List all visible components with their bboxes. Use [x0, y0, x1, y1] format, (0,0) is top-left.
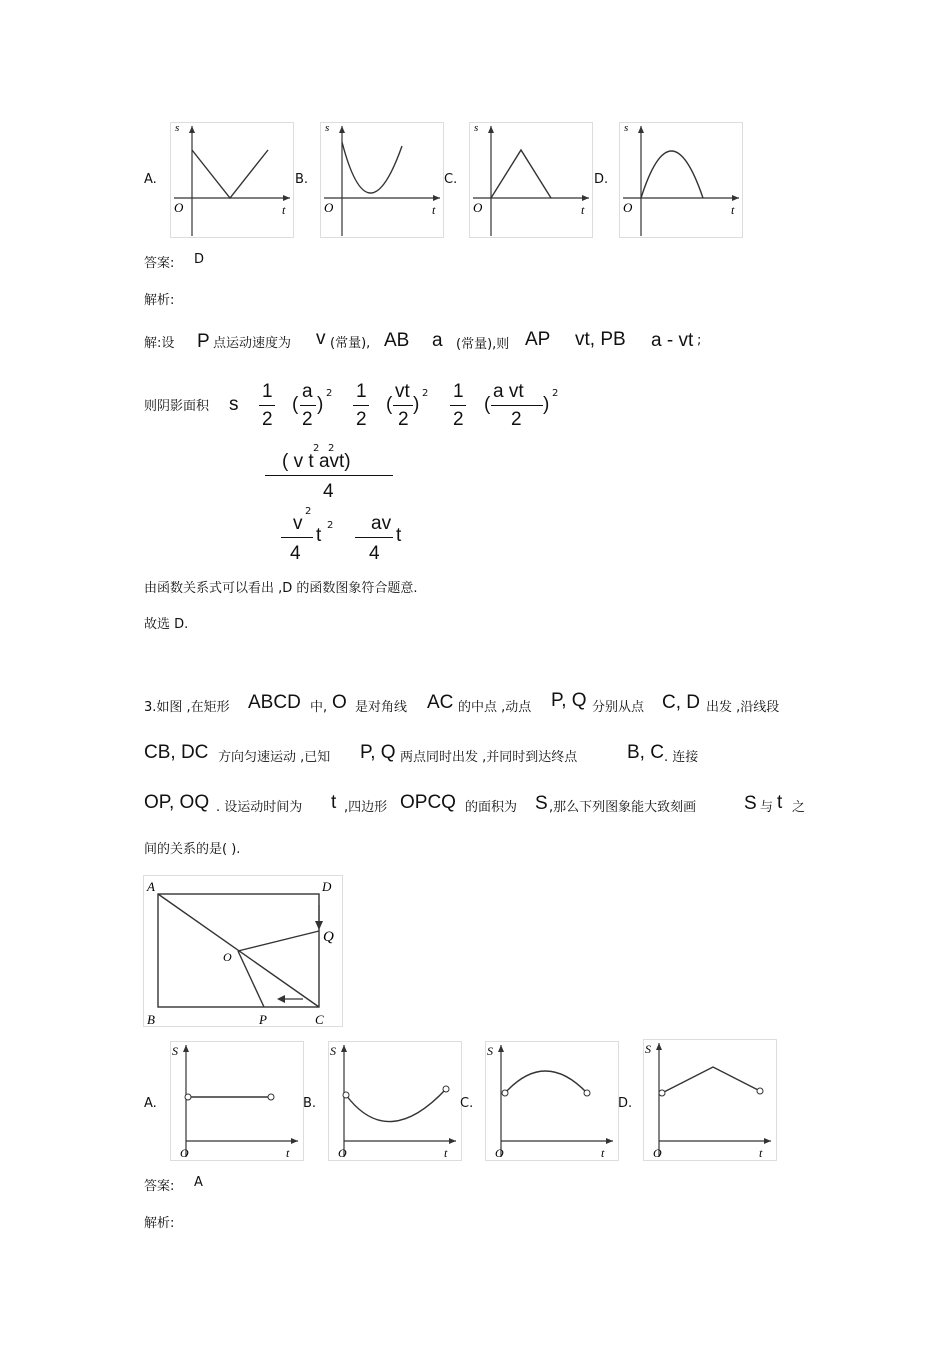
x-axis-label: t	[282, 203, 286, 217]
svg-text:s: s	[325, 122, 330, 134]
q3-graph-c	[485, 1041, 619, 1161]
q2-graph-b	[320, 122, 444, 238]
q2-analysis-label: 解析:	[144, 293, 175, 308]
svg-text:s: s	[474, 122, 479, 134]
vertex-d-label: D	[322, 879, 332, 894]
q2-option-c-letter: C.	[444, 172, 458, 187]
q2-answer-value: D	[194, 252, 205, 267]
origin-label: O	[174, 200, 184, 215]
q2-option-a-letter: A.	[144, 172, 157, 187]
svg-text:S: S	[330, 1044, 336, 1058]
svg-text:O: O	[653, 1146, 662, 1160]
point-q-label: Q	[323, 929, 334, 945]
svg-text:t: t	[759, 1146, 763, 1160]
svg-text:t: t	[432, 203, 436, 217]
svg-text:t: t	[286, 1146, 290, 1160]
q2-graph-c	[469, 122, 593, 238]
q2-choose: 故选 D.	[144, 617, 189, 632]
q2-conclusion: 由函数关系式可以看出 ,D 的函数图象符合题意.	[144, 581, 418, 596]
q3-option-c-letter: C.	[460, 1096, 474, 1111]
svg-text:S: S	[487, 1044, 493, 1058]
svg-text:s: s	[624, 122, 629, 134]
point-p-label: P	[259, 1012, 267, 1027]
q3-option-a-letter: A.	[144, 1096, 157, 1111]
q3-answer-value: A	[194, 1175, 203, 1190]
q2-graph-a	[170, 122, 294, 238]
svg-text:O: O	[473, 200, 483, 215]
q3-option-d-letter: D.	[618, 1096, 633, 1111]
q2-graph-d	[619, 122, 743, 238]
q2-answer-label: 答案:	[144, 256, 175, 271]
vertex-c-label: C	[315, 1012, 324, 1027]
svg-text:S: S	[645, 1042, 651, 1056]
svg-text:O: O	[495, 1146, 504, 1160]
vertex-a-label: A	[147, 879, 155, 894]
svg-text:t: t	[581, 203, 585, 217]
point-o-label: O	[223, 950, 232, 964]
svg-text:t: t	[731, 203, 735, 217]
q3-graph-a	[170, 1041, 304, 1161]
vertex-b-label: B	[147, 1012, 155, 1027]
q3-graph-d	[643, 1039, 777, 1161]
svg-text:O: O	[180, 1146, 189, 1160]
svg-text:O: O	[338, 1146, 347, 1160]
svg-text:O: O	[324, 200, 334, 215]
svg-text:t: t	[601, 1146, 605, 1160]
q3-graph-b	[328, 1041, 462, 1161]
q3-analysis-label: 解析:	[144, 1216, 175, 1231]
y-axis-label: s	[175, 122, 180, 134]
svg-text:O: O	[623, 200, 633, 215]
q2-option-d-letter: D.	[594, 172, 609, 187]
q3-answer-label: 答案:	[144, 1179, 175, 1194]
svg-text:S: S	[172, 1044, 178, 1058]
q3-rectangle-figure	[143, 875, 343, 1027]
q3-option-b-letter: B.	[303, 1096, 317, 1111]
svg-text:t: t	[444, 1146, 448, 1160]
q2-option-b-letter: B.	[295, 172, 309, 187]
